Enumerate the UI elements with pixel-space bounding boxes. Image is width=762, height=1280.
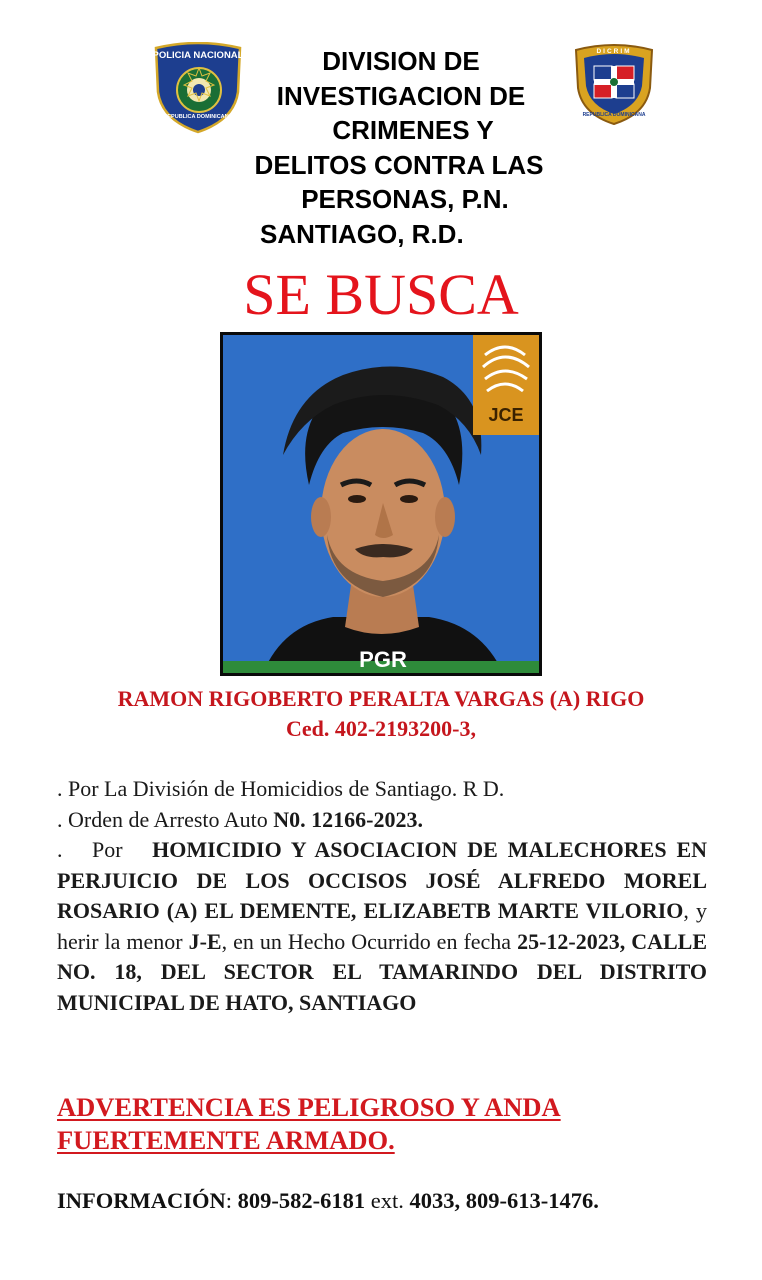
info-sep: : (225, 1188, 238, 1213)
pgr-footer-text: PGR (359, 647, 407, 672)
jce-badge-text: JCE (488, 405, 524, 425)
info-phone-1: 809-582-6181 (237, 1188, 366, 1213)
title-line: CRIMENES Y (332, 115, 494, 145)
arrest-order-number: N0. 12166-2023. (273, 806, 424, 832)
info-label: INFORMACIÓN (57, 1188, 226, 1213)
seal-text-bottom: REPUBLICA DOMINICANA (582, 112, 646, 118)
charges-crime: HOMICIDIO Y ASOCIACION DE MALECHORES EN PERJUICIO DE LOS OCCISOS JOSÉ ALFREDO MOREL ROSARIO (A) EL DEMENTE, ELIZABETB MARTE VILORIO (57, 837, 707, 923)
seal-text-top: POLICIA NACIONAL (152, 50, 244, 61)
title-line: DIVISION DE (322, 46, 480, 76)
info-sep-2: , (454, 1188, 466, 1213)
suspect-identity (0, 684, 762, 744)
info-ext-label: ext. (365, 1188, 410, 1213)
case-details (57, 774, 707, 1018)
contact-info (57, 1186, 757, 1216)
division-line: . Por La División de Homicidios de Santiago. R D. (57, 776, 505, 801)
info-phone-2: 809-613-1476. (465, 1188, 599, 1213)
suspect-cedula: Ced. 402-2193200-3, (285, 716, 477, 741)
title-line: SANTIAGO, R.D. (260, 218, 464, 249)
suspect-portrait (223, 335, 539, 673)
arrest-order-prefix: . Orden de Arresto Auto (57, 806, 274, 832)
charges-minor: J-E (188, 928, 222, 954)
suspect-photo (220, 332, 542, 676)
wanted-headline: SE BUSCA (243, 262, 519, 327)
agency-title (220, 44, 590, 251)
title-line: INVESTIGACION DE (276, 80, 526, 111)
charges-text-date: , en un Hecho Ocurrido en fecha (221, 928, 518, 954)
danger-warning: ADVERTENCIA ES PELIGROSO Y ANDA FUERTEMENTE ARMADO. (57, 1092, 561, 1155)
charges-location: 25-12-2023, CALLE NO. 18, DEL SECTOR EL TAMARINDO DEL DISTRITO MUNICIPAL DE HATO, SANTIAGO (57, 928, 708, 1015)
seal-text-bottom: REPUBLICA DOMINICANA (163, 114, 233, 120)
title-line: PERSONAS, P.N. (301, 184, 509, 214)
info-ext: 4033 (409, 1188, 455, 1213)
charges-prefix: . Por (57, 837, 153, 862)
charges-text: , y herir la menor (57, 898, 707, 954)
suspect-name: RAMON RIGOBERTO PERALTA VARGAS (A) RIGO (117, 686, 645, 711)
seal-text-top: DICRIM (596, 48, 632, 55)
charges-paragraph (57, 835, 707, 1018)
title-line: DELITOS CONTRA LAS (254, 149, 544, 180)
arrest-order-line (57, 805, 707, 836)
